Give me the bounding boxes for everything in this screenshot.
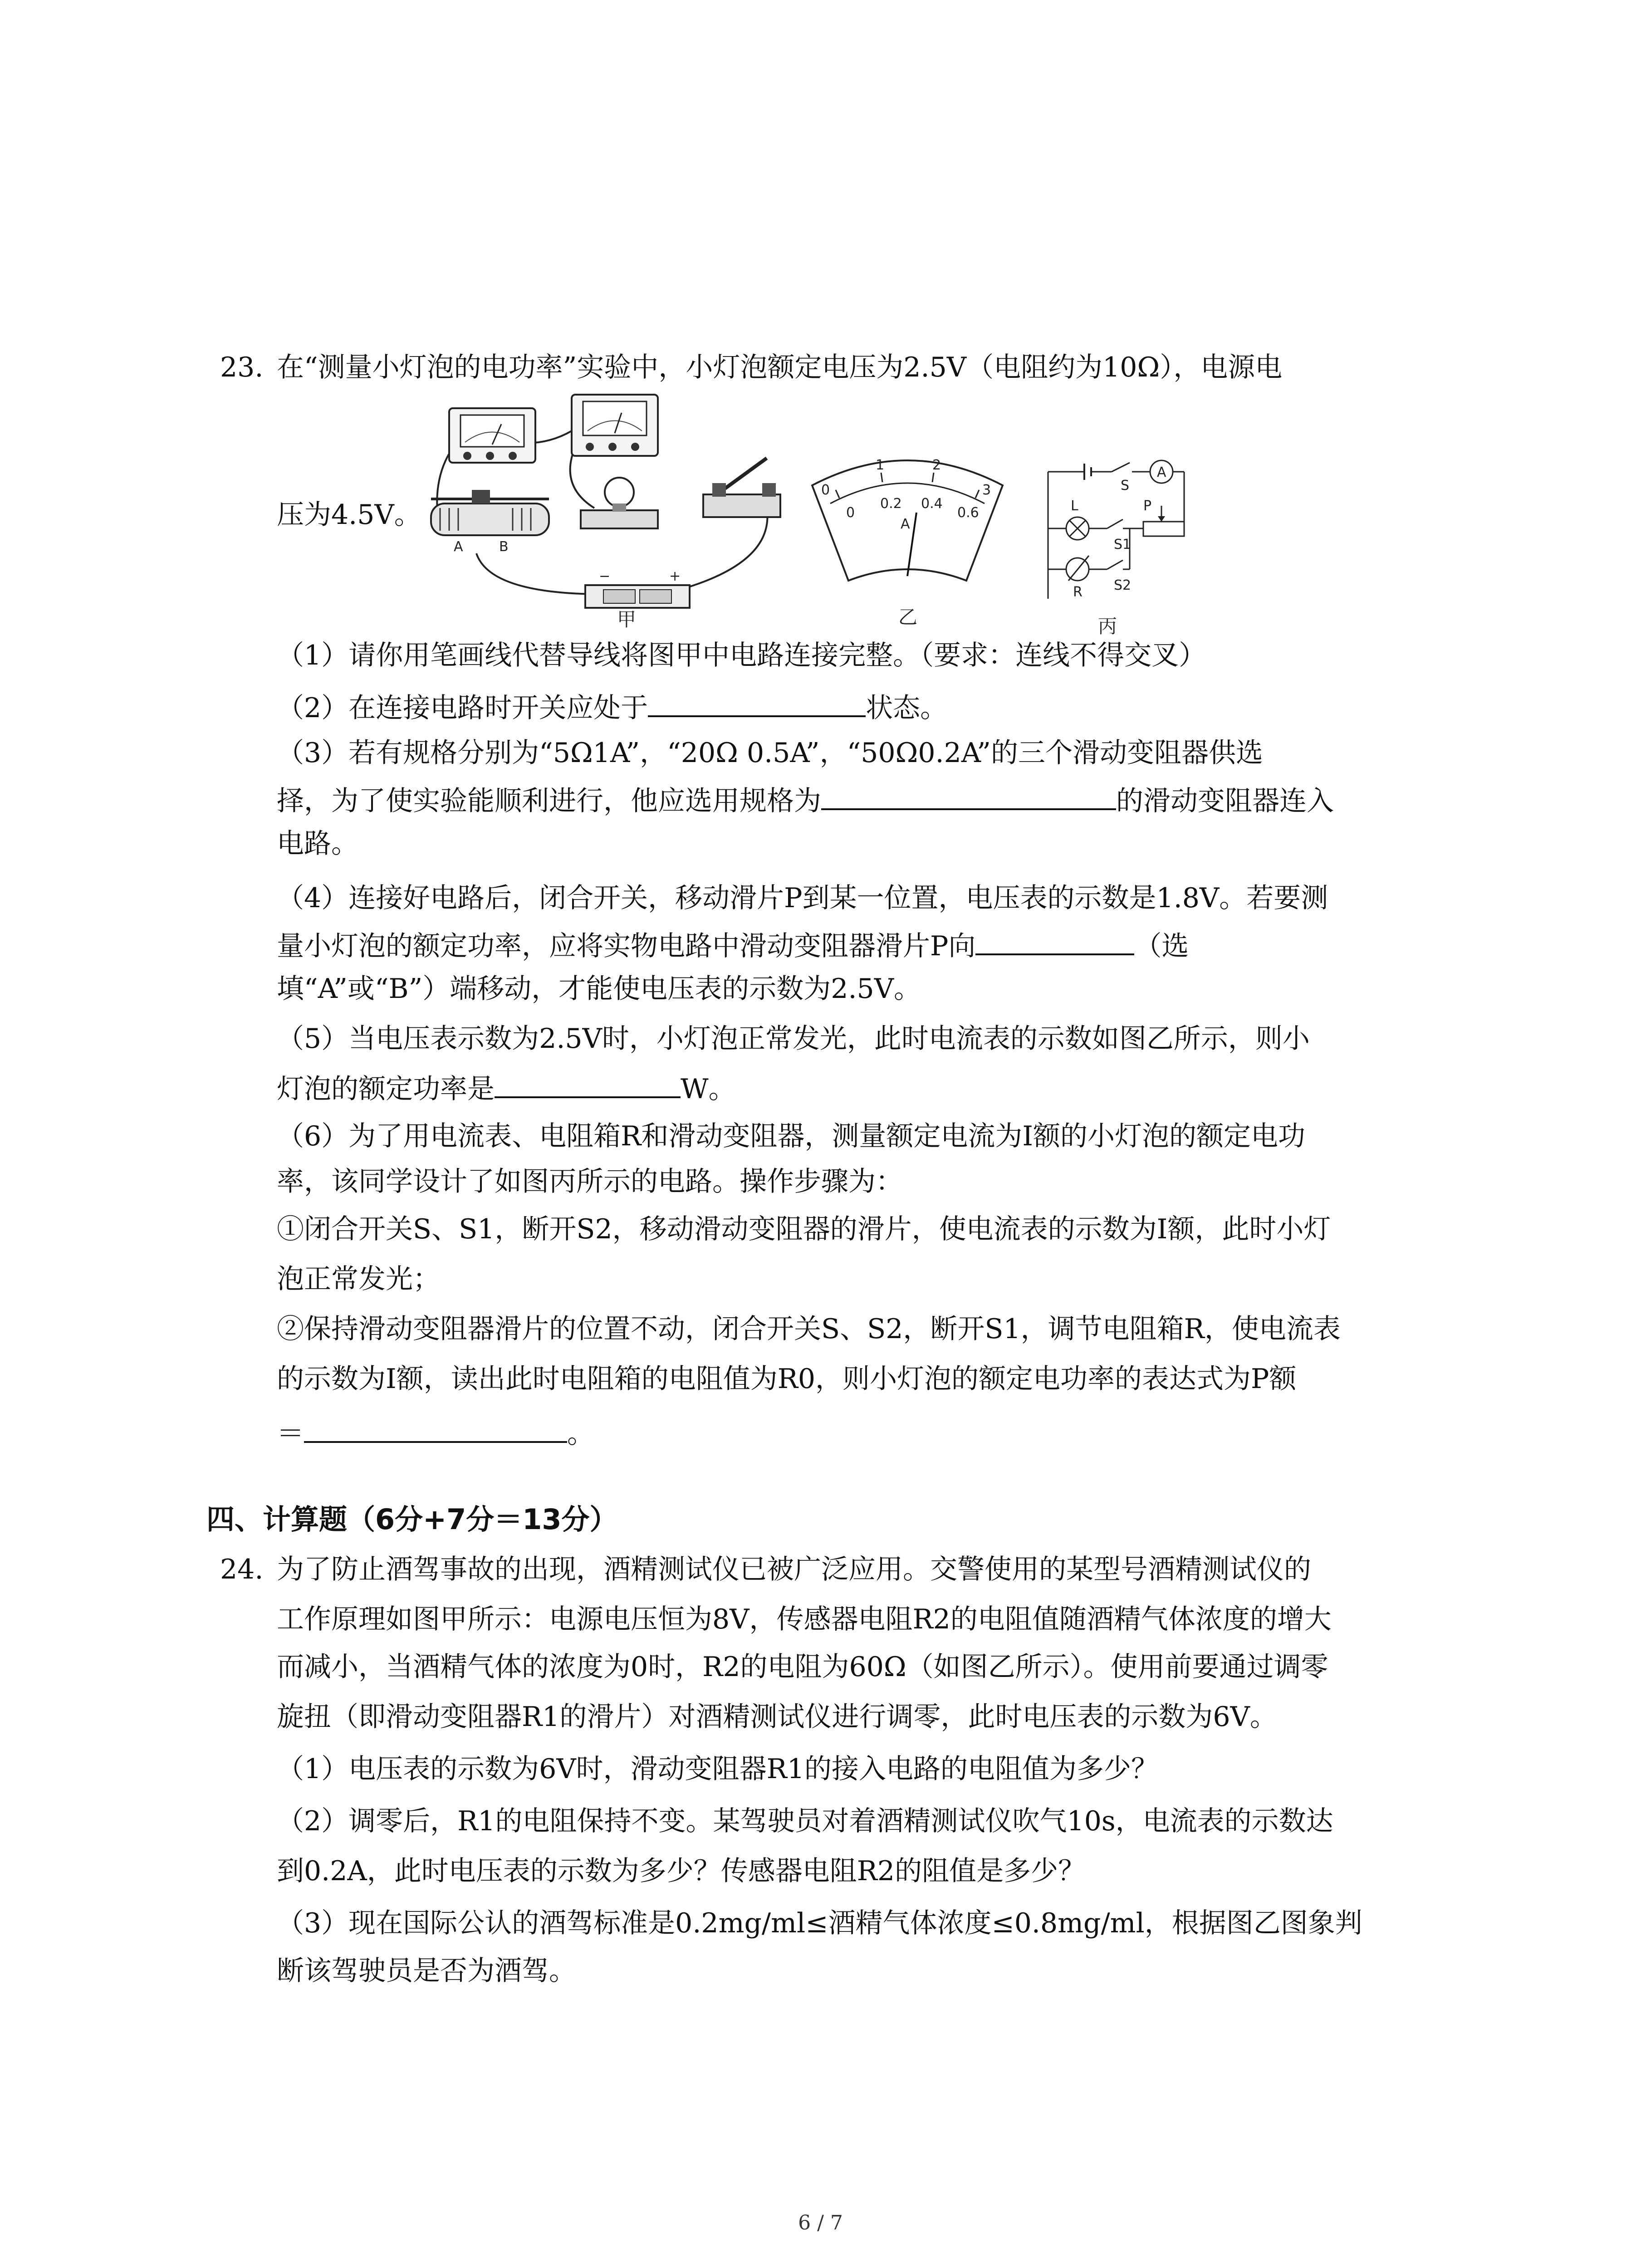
q23-part4-line3: 填“A”或“B”）端移动，才能使电压表的示数为2.5V。 bbox=[277, 973, 921, 1005]
q23-part3-after: 的滑动变阻器连入 bbox=[1116, 785, 1334, 817]
bing-switch-s-label: S bbox=[1121, 478, 1130, 494]
q23-part4-before: 量小灯泡的额定功率，应将实物电路中滑动变阻器滑片P向 bbox=[277, 930, 976, 962]
q23-intro-line1: 在“测量小灯泡的电功率”实验中，小灯泡额定电压为2.5V（电阻约为10Ω），电源电 bbox=[277, 352, 1283, 383]
q23-part3-line2 bbox=[277, 780, 1334, 819]
q23-part2-after: 状态。 bbox=[866, 692, 948, 724]
q23-part3-line3: 电路。 bbox=[277, 828, 358, 860]
q24-part3-line1: （3）现在国际公认的酒驾标准是0.2mg/ml≤酒精气体浓度≤0.8mg/ml，根据图乙图象判 bbox=[277, 1907, 1362, 1939]
slider-terminal-b: B bbox=[499, 539, 509, 555]
dial-top-0: 0 bbox=[821, 482, 830, 498]
q23-part2-before: （2）在连接电路时开关应处于 bbox=[277, 692, 648, 724]
q24-number: 24. bbox=[220, 1554, 264, 1585]
section-4-heading: 四、计算题（6分+7分＝13分） bbox=[206, 1503, 618, 1536]
dial-bottom-06: 0.6 bbox=[957, 505, 979, 521]
q23-part6-line2: 率，该同学设计了如图丙所示的电路。操作步骤为： bbox=[277, 1166, 903, 1198]
figure-jia-circuit bbox=[422, 395, 830, 631]
dial-bottom-0: 0 bbox=[846, 505, 855, 521]
q23-part3-line1: （3）若有规格分别为“5Ω1A”，“20Ω 0.5A”，“50Ω0.2A”的三个滑动变阻器供选 bbox=[277, 737, 1263, 769]
bing-lamp-label: L bbox=[1071, 498, 1078, 514]
figure-bing-label: 丙 bbox=[1098, 615, 1117, 637]
dial-top-1: 1 bbox=[876, 457, 885, 473]
bing-switch-s1-label: S1 bbox=[1114, 537, 1132, 552]
dial-bottom-02: 0.2 bbox=[880, 496, 902, 512]
q23-part2 bbox=[277, 687, 947, 726]
bing-slider-p-label: P bbox=[1143, 498, 1152, 514]
q23-number: 23. bbox=[220, 352, 264, 383]
q23-part3-before: 择，为了使实验能顺利进行，他应选用规格为 bbox=[277, 785, 821, 817]
q23-part6-after: 。 bbox=[567, 1418, 594, 1450]
voltmeter bbox=[572, 395, 658, 456]
q23-part5-after: W。 bbox=[681, 1073, 736, 1105]
q23-part5-line2 bbox=[277, 1068, 736, 1107]
figure-jia-label: 甲 bbox=[617, 608, 637, 631]
q23-part6-step2-line2: 的示数为I额，读出此时电阻箱的电阻值为R0，则小灯泡的额定电功率的表达式为P额 bbox=[277, 1363, 1297, 1395]
q23-part6-line1: （6）为了用电流表、电阻箱R和滑动变阻器，测量额定电流为I额的小灯泡的额定电功 bbox=[277, 1120, 1306, 1152]
bing-ammeter-label: A bbox=[1157, 464, 1166, 480]
q24-part2-line2: 到0.2A，此时电压表的示数为多少？传感器电阻R2的阻值是多少？ bbox=[277, 1855, 1086, 1887]
bulb bbox=[581, 478, 658, 528]
q23-part4-line1: （4）连接好电路后，闭合开关，移动滑片P到某一位置，电压表的示数是1.8V。若要测 bbox=[277, 882, 1328, 914]
q23-part5-before: 灯泡的额定功率是 bbox=[277, 1073, 495, 1105]
sliding-rheostat bbox=[431, 490, 549, 555]
page-number: 6 / 7 bbox=[798, 2211, 843, 2234]
q24-line3: 而减小，当酒精气体的浓度为0时，R2的电阻为60Ω（如图乙所示）。使用前要通过调零 bbox=[277, 1651, 1328, 1683]
q23-part4-line2 bbox=[277, 925, 1189, 964]
q23-part6-step2-line1: ②保持滑动变阻器滑片的位置不动，闭合开关S、S2，断开S1，调节电阻箱R，使电流表 bbox=[277, 1313, 1341, 1345]
battery-minus: − bbox=[599, 568, 611, 584]
figure-bing-circuit-diagram bbox=[1039, 454, 1202, 635]
bing-resistance-box-label: R bbox=[1073, 584, 1083, 600]
q24-part1: （1）电压表的示数为6V时，滑动变阻器R1的接入电路的电阻值为多少？ bbox=[277, 1753, 1159, 1785]
dial-top-3: 3 bbox=[982, 482, 991, 498]
q23-part6-before: ＝ bbox=[277, 1418, 304, 1450]
switch bbox=[703, 458, 780, 517]
q23-intro-line2: 压为4.5V。 bbox=[277, 499, 421, 531]
dial-bottom-04: 0.4 bbox=[921, 496, 943, 512]
q23-part6-step1-line1: ①闭合开关S、S1，断开S2，移动滑动变阻器的滑片，使电流表的示数为I额，此时小灯 bbox=[277, 1213, 1331, 1245]
q23-part4-after: （选 bbox=[1134, 930, 1189, 962]
q24-part3-line2: 断该驾驶员是否为酒驾。 bbox=[277, 1955, 576, 1987]
dial-top-2: 2 bbox=[932, 457, 941, 473]
q23-part6-blank[interactable] bbox=[304, 1413, 567, 1443]
figure-yi-label: 乙 bbox=[898, 606, 918, 628]
q23-part2-blank[interactable] bbox=[648, 687, 866, 717]
battery-pack bbox=[585, 568, 690, 608]
dial-unit: A bbox=[901, 516, 910, 532]
q23-part4-blank[interactable] bbox=[975, 925, 1134, 955]
q23-part6-step1-line2: 泡正常发光； bbox=[277, 1263, 440, 1295]
q24-line2: 工作原理如图甲所示：电源电压恒为8V，传感器电阻R2的电阻值随酒精气体浓度的增大 bbox=[277, 1603, 1332, 1635]
bing-switch-s2-label: S2 bbox=[1114, 577, 1132, 593]
q23-part5-blank[interactable] bbox=[495, 1068, 681, 1098]
ammeter bbox=[449, 408, 535, 463]
q24-line4: 旋扭（即滑动变阻器R1的滑片）对酒精测试仪进行调零，此时电压表的示数为6V。 bbox=[277, 1701, 1277, 1733]
q24-line1: 为了防止酒驾事故的出现，酒精测试仪已被广泛应用。交警使用的某型号酒精测试仪的 bbox=[277, 1554, 1311, 1585]
q23-part6-step2-line3 bbox=[277, 1413, 594, 1452]
battery-plus: + bbox=[669, 568, 681, 584]
q23-part1: （1）请你用笔画线代替导线将图甲中电路连接完整。（要求：连线不得交叉） bbox=[277, 640, 1206, 671]
figure-yi-ammeter-dial bbox=[803, 445, 1012, 626]
q23-part5-line1: （5）当电压表示数为2.5V时，小灯泡正常发光，此时电流表的示数如图乙所示，则小 bbox=[277, 1023, 1310, 1055]
q24-part2-line1: （2）调零后，R1的电阻保持不变。某驾驶员对着酒精测试仪吹气10s，电流表的示数达 bbox=[277, 1805, 1333, 1837]
slider-terminal-a: A bbox=[454, 539, 463, 555]
q23-part3-blank[interactable] bbox=[821, 780, 1116, 810]
